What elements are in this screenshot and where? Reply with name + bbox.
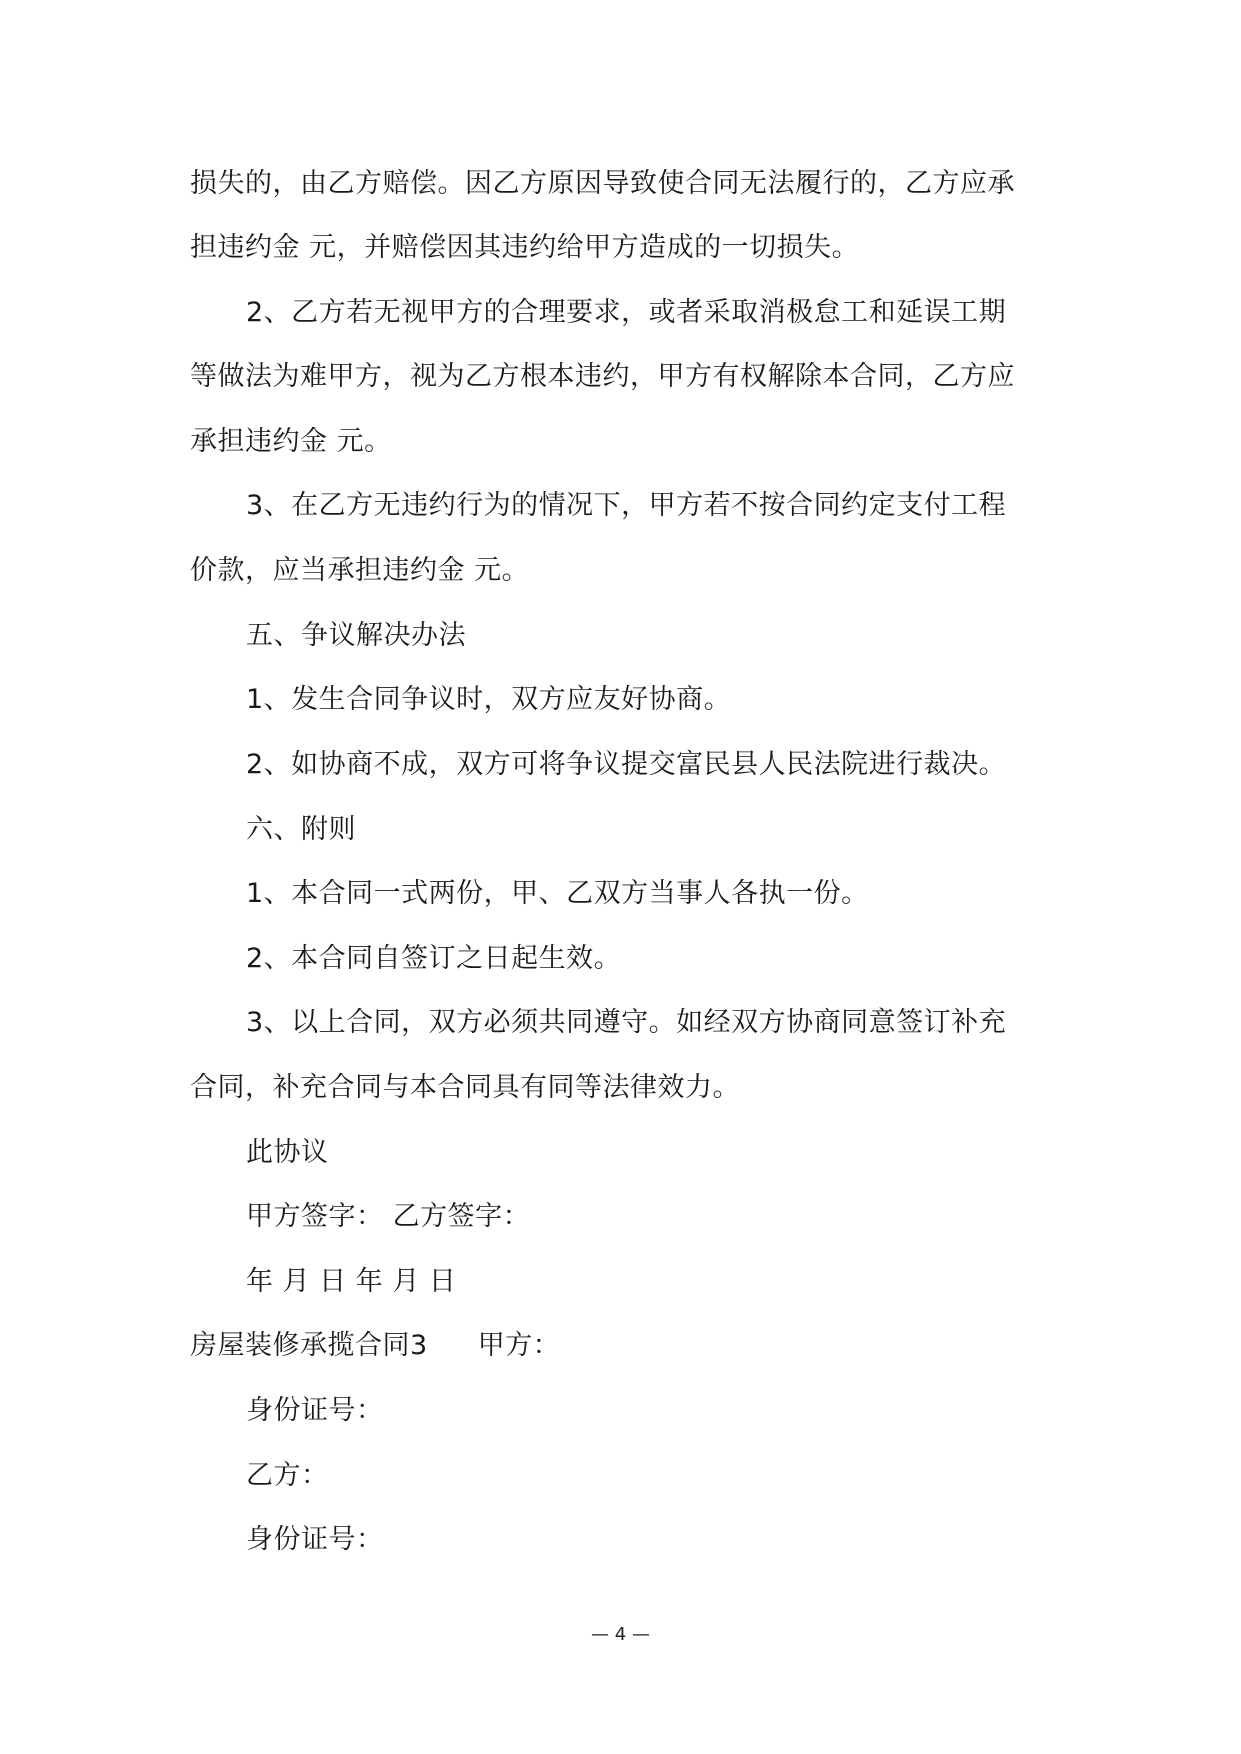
paragraph-line: 3、在乙方无违约行为的情况下，甲方若不按合同约定支付工程 [246,490,1007,521]
closing-line: 此协议 [246,1137,329,1168]
signature-line: 甲方签字： 乙方签字： [246,1201,531,1232]
paragraph-line: 2、如协商不成，双方可将争议提交富民县人民法院进行裁决。 [246,749,1007,780]
id-number-line: 身份证号： [246,1524,384,1555]
date-line: 年 月 日 年 月 日 [246,1266,457,1297]
paragraph-line: 等做法为难甲方，视为乙方根本违约，甲方有权解除本合同，乙方应 [190,361,1015,392]
paragraph-line: 合同，补充合同与本合同具有同等法律效力。 [190,1072,740,1103]
party-b-label: 乙方： [246,1460,329,1491]
page-number: — 4 — [591,1624,650,1645]
paragraph-line: 1、发生合同争议时，双方应友好协商。 [246,684,732,715]
paragraph-line: 损失的，由乙方赔偿。因乙方原因导致使合同无法履行的，乙方应承 [190,168,1015,199]
paragraph-line: 3、以上合同，双方必须共同遵守。如经双方协商同意签订补充 [246,1007,1007,1038]
section-heading: 六、附则 [246,814,356,845]
id-number-line: 身份证号： [246,1395,384,1426]
paragraph-line: 承担违约金 元。 [190,426,392,457]
party-a-label: 甲方： [477,1330,561,1361]
paragraph-line: 1、本合同一式两份，甲、乙双方当事人各执一份。 [246,878,869,909]
next-contract-heading [190,1326,560,1366]
paragraph-line: 担违约金 元，并赔偿因其违约给甲方造成的一切损失。 [190,232,860,263]
paragraph-line: 2、本合同自签订之日起生效。 [246,943,622,974]
paragraph-line: 价款，应当承担违约金 元。 [190,555,530,586]
section-heading: 五、争议解决办法 [246,620,466,651]
next-contract-title: 房屋装修承揽合同3 [190,1330,428,1361]
paragraph-line: 2、乙方若无视甲方的合理要求，或者采取消极怠工和延误工期 [246,297,1007,328]
